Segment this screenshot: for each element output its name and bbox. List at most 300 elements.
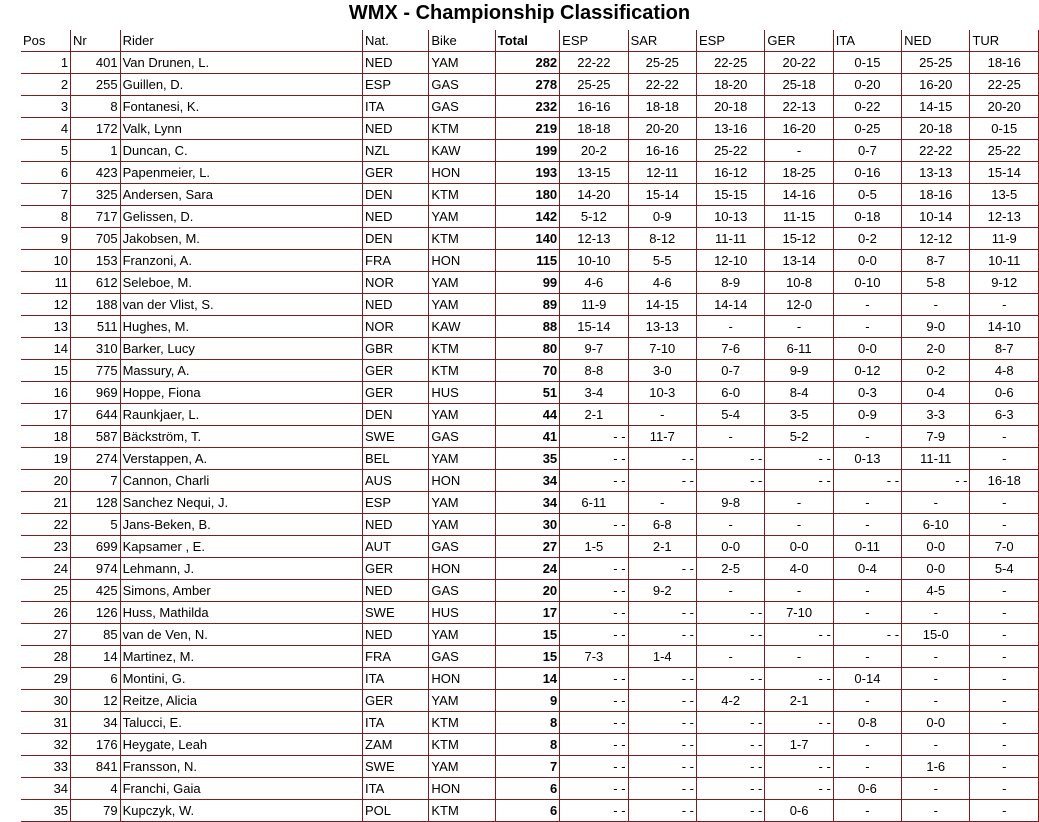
- cell-total: 99: [495, 272, 559, 294]
- cell-r2-sar: 0-9: [628, 206, 696, 228]
- cell-bike: KAW: [429, 140, 495, 162]
- cell-rider: Barker, Lucy: [120, 338, 362, 360]
- cell-total: 20: [495, 580, 559, 602]
- cell-r3-esp: -: [696, 646, 764, 668]
- cell-r1-esp: 20-2: [560, 140, 628, 162]
- cell-rider: Reitze, Alicia: [120, 690, 362, 712]
- cell-nr: 34: [71, 712, 121, 734]
- cell-nat: GER: [363, 690, 429, 712]
- cell-nat: GER: [363, 162, 429, 184]
- cell-r6-ned: -: [902, 294, 970, 316]
- cell-r1-esp: 22-22: [560, 52, 628, 74]
- cell-r4-ger: 14-16: [765, 184, 833, 206]
- column-header-rider: Rider: [120, 30, 362, 52]
- cell-r2-sar: - -: [628, 624, 696, 646]
- cell-rider: Jakobsen, M.: [120, 228, 362, 250]
- cell-r3-esp: - -: [696, 470, 764, 492]
- cell-bike: YAM: [429, 448, 495, 470]
- cell-r4-ger: -: [765, 140, 833, 162]
- cell-bike: KTM: [429, 338, 495, 360]
- cell-nr: 6: [71, 668, 121, 690]
- cell-total: 70: [495, 360, 559, 382]
- cell-total: 9: [495, 690, 559, 712]
- cell-bike: KTM: [429, 118, 495, 140]
- cell-r1-esp: - -: [560, 448, 628, 470]
- cell-total: 142: [495, 206, 559, 228]
- cell-r5-ita: 0-5: [833, 184, 901, 206]
- cell-r1-esp: 15-14: [560, 316, 628, 338]
- cell-bike: HUS: [429, 602, 495, 624]
- cell-r6-ned: -: [902, 602, 970, 624]
- cell-total: 219: [495, 118, 559, 140]
- cell-r4-ger: 20-22: [765, 52, 833, 74]
- cell-r7-tur: -: [970, 448, 1039, 470]
- cell-r3-esp: - -: [696, 800, 764, 822]
- cell-nr: 325: [71, 184, 121, 206]
- cell-bike: YAM: [429, 492, 495, 514]
- cell-pos: 18: [21, 426, 71, 448]
- cell-r3-esp: 15-15: [696, 184, 764, 206]
- column-header-total: Total: [495, 30, 559, 52]
- cell-r1-esp: - -: [560, 624, 628, 646]
- cell-r4-ger: 1-7: [765, 734, 833, 756]
- cell-total: 35: [495, 448, 559, 470]
- cell-r2-sar: - -: [628, 800, 696, 822]
- cell-total: 15: [495, 646, 559, 668]
- cell-r3-esp: 16-12: [696, 162, 764, 184]
- cell-rider: Guillen, D.: [120, 74, 362, 96]
- cell-nr: 511: [71, 316, 121, 338]
- cell-pos: 32: [21, 734, 71, 756]
- cell-nat: NED: [363, 52, 429, 74]
- cell-r3-esp: 20-18: [696, 96, 764, 118]
- cell-r7-tur: -: [970, 668, 1039, 690]
- cell-r5-ita: 0-0: [833, 338, 901, 360]
- cell-pos: 34: [21, 778, 71, 800]
- cell-r1-esp: 5-12: [560, 206, 628, 228]
- cell-pos: 27: [21, 624, 71, 646]
- cell-r2-sar: 20-20: [628, 118, 696, 140]
- cell-total: 14: [495, 668, 559, 690]
- cell-r3-esp: 6-0: [696, 382, 764, 404]
- cell-r1-esp: - -: [560, 602, 628, 624]
- cell-r5-ita: -: [833, 756, 901, 778]
- table-row: [21, 294, 1039, 316]
- cell-r2-sar: 4-6: [628, 272, 696, 294]
- cell-r1-esp: - -: [560, 470, 628, 492]
- cell-r6-ned: 12-12: [902, 228, 970, 250]
- cell-total: 89: [495, 294, 559, 316]
- cell-r4-ger: 15-12: [765, 228, 833, 250]
- cell-r7-tur: -: [970, 580, 1039, 602]
- cell-r2-sar: 5-5: [628, 250, 696, 272]
- cell-pos: 25: [21, 580, 71, 602]
- table-row: [21, 448, 1039, 470]
- cell-rider: Montini, G.: [120, 668, 362, 690]
- cell-r2-sar: 2-1: [628, 536, 696, 558]
- cell-nr: 172: [71, 118, 121, 140]
- cell-pos: 7: [21, 184, 71, 206]
- table-row: [21, 800, 1039, 822]
- cell-r5-ita: 0-20: [833, 74, 901, 96]
- cell-nat: GER: [363, 558, 429, 580]
- cell-r6-ned: - -: [902, 470, 970, 492]
- cell-total: 140: [495, 228, 559, 250]
- cell-r2-sar: 6-8: [628, 514, 696, 536]
- cell-nat: ZAM: [363, 734, 429, 756]
- cell-r3-esp: 22-25: [696, 52, 764, 74]
- cell-pos: 9: [21, 228, 71, 250]
- cell-r5-ita: 0-3: [833, 382, 901, 404]
- cell-r4-ger: -: [765, 646, 833, 668]
- cell-r1-esp: - -: [560, 778, 628, 800]
- cell-total: 8: [495, 734, 559, 756]
- cell-r6-ned: 3-3: [902, 404, 970, 426]
- cell-r2-sar: 9-2: [628, 580, 696, 602]
- cell-r4-ger: 7-10: [765, 602, 833, 624]
- table-row: [21, 580, 1039, 602]
- cell-r7-tur: -: [970, 492, 1039, 514]
- header-row: [21, 30, 1039, 52]
- cell-total: 6: [495, 778, 559, 800]
- cell-r6-ned: 18-16: [902, 184, 970, 206]
- cell-r4-ger: 8-4: [765, 382, 833, 404]
- cell-r3-esp: 12-10: [696, 250, 764, 272]
- cell-r7-tur: 0-15: [970, 118, 1039, 140]
- cell-rider: Cannon, Charli: [120, 470, 362, 492]
- cell-r7-tur: 12-13: [970, 206, 1039, 228]
- cell-bike: KTM: [429, 228, 495, 250]
- cell-r5-ita: 0-4: [833, 558, 901, 580]
- cell-pos: 5: [21, 140, 71, 162]
- cell-r7-tur: 18-16: [970, 52, 1039, 74]
- cell-nat: NED: [363, 580, 429, 602]
- cell-r4-ger: - -: [765, 712, 833, 734]
- table-row: [21, 250, 1039, 272]
- cell-r1-esp: - -: [560, 800, 628, 822]
- cell-r4-ger: -: [765, 514, 833, 536]
- cell-r3-esp: 14-14: [696, 294, 764, 316]
- cell-rider: Massury, A.: [120, 360, 362, 382]
- cell-total: 34: [495, 492, 559, 514]
- cell-bike: HON: [429, 668, 495, 690]
- cell-nr: 644: [71, 404, 121, 426]
- cell-nr: 969: [71, 382, 121, 404]
- cell-pos: 21: [21, 492, 71, 514]
- cell-rider: van der Vlist, S.: [120, 294, 362, 316]
- cell-pos: 16: [21, 382, 71, 404]
- cell-nr: 775: [71, 360, 121, 382]
- cell-r5-ita: 0-18: [833, 206, 901, 228]
- cell-r5-ita: 0-12: [833, 360, 901, 382]
- cell-r7-tur: -: [970, 646, 1039, 668]
- cell-nat: AUS: [363, 470, 429, 492]
- cell-rider: Valk, Lynn: [120, 118, 362, 140]
- cell-bike: KTM: [429, 800, 495, 822]
- cell-r2-sar: 3-0: [628, 360, 696, 382]
- cell-r6-ned: 0-0: [902, 712, 970, 734]
- cell-nr: 12: [71, 690, 121, 712]
- cell-nr: 705: [71, 228, 121, 250]
- cell-nr: 401: [71, 52, 121, 74]
- cell-rider: Franchi, Gaia: [120, 778, 362, 800]
- cell-total: 6: [495, 800, 559, 822]
- cell-bike: HON: [429, 558, 495, 580]
- cell-bike: KTM: [429, 360, 495, 382]
- cell-r3-esp: - -: [696, 734, 764, 756]
- cell-total: 88: [495, 316, 559, 338]
- cell-r4-ger: 0-0: [765, 536, 833, 558]
- cell-r2-sar: - -: [628, 712, 696, 734]
- cell-nat: SWE: [363, 426, 429, 448]
- cell-rider: Simons, Amber: [120, 580, 362, 602]
- cell-r7-tur: -: [970, 756, 1039, 778]
- cell-r1-esp: 7-3: [560, 646, 628, 668]
- cell-pos: 6: [21, 162, 71, 184]
- cell-r7-tur: 14-10: [970, 316, 1039, 338]
- cell-r1-esp: 9-7: [560, 338, 628, 360]
- cell-rider: Seleboe, M.: [120, 272, 362, 294]
- table-row: [21, 206, 1039, 228]
- cell-r7-tur: 10-11: [970, 250, 1039, 272]
- cell-nat: NOR: [363, 316, 429, 338]
- cell-r6-ned: 4-5: [902, 580, 970, 602]
- cell-r2-sar: 7-10: [628, 338, 696, 360]
- table-row: [21, 74, 1039, 96]
- cell-pos: 30: [21, 690, 71, 712]
- cell-pos: 19: [21, 448, 71, 470]
- cell-bike: GAS: [429, 74, 495, 96]
- table-row: [21, 184, 1039, 206]
- cell-rider: Jans-Beken, B.: [120, 514, 362, 536]
- cell-r7-tur: -: [970, 778, 1039, 800]
- cell-bike: GAS: [429, 96, 495, 118]
- cell-nr: 85: [71, 624, 121, 646]
- cell-bike: YAM: [429, 294, 495, 316]
- cell-r2-sar: 16-16: [628, 140, 696, 162]
- cell-total: 41: [495, 426, 559, 448]
- cell-rider: Van Drunen, L.: [120, 52, 362, 74]
- cell-r3-esp: 9-8: [696, 492, 764, 514]
- table-row: [21, 272, 1039, 294]
- cell-nat: NZL: [363, 140, 429, 162]
- cell-nat: AUT: [363, 536, 429, 558]
- cell-r5-ita: 0-10: [833, 272, 901, 294]
- cell-nat: GBR: [363, 338, 429, 360]
- cell-r5-ita: 0-14: [833, 668, 901, 690]
- column-header-r5-ita: ITA: [833, 30, 901, 52]
- table-row: [21, 228, 1039, 250]
- table-row: [21, 404, 1039, 426]
- table-row: [21, 712, 1039, 734]
- cell-r5-ita: -: [833, 294, 901, 316]
- cell-r2-sar: 11-7: [628, 426, 696, 448]
- cell-pos: 22: [21, 514, 71, 536]
- column-header-nat: Nat.: [363, 30, 429, 52]
- cell-r1-esp: 25-25: [560, 74, 628, 96]
- cell-r7-tur: 7-0: [970, 536, 1039, 558]
- cell-nr: 425: [71, 580, 121, 602]
- cell-nr: 128: [71, 492, 121, 514]
- cell-r1-esp: 2-1: [560, 404, 628, 426]
- cell-r3-esp: 10-13: [696, 206, 764, 228]
- cell-r1-esp: - -: [560, 580, 628, 602]
- cell-r6-ned: 15-0: [902, 624, 970, 646]
- cell-pos: 11: [21, 272, 71, 294]
- cell-r1-esp: 13-15: [560, 162, 628, 184]
- cell-r5-ita: 0-0: [833, 250, 901, 272]
- cell-total: 44: [495, 404, 559, 426]
- cell-r5-ita: 0-16: [833, 162, 901, 184]
- cell-bike: YAM: [429, 756, 495, 778]
- cell-nr: 274: [71, 448, 121, 470]
- cell-nr: 1: [71, 140, 121, 162]
- cell-r1-esp: - -: [560, 426, 628, 448]
- cell-r4-ger: 0-6: [765, 800, 833, 822]
- cell-pos: 4: [21, 118, 71, 140]
- cell-r2-sar: 8-12: [628, 228, 696, 250]
- cell-rider: Hoppe, Fiona: [120, 382, 362, 404]
- cell-r5-ita: -: [833, 492, 901, 514]
- cell-r2-sar: 10-3: [628, 382, 696, 404]
- table-row: [21, 558, 1039, 580]
- cell-nat: DEN: [363, 228, 429, 250]
- cell-pos: 14: [21, 338, 71, 360]
- cell-r6-ned: -: [902, 668, 970, 690]
- cell-bike: HON: [429, 778, 495, 800]
- cell-r3-esp: 2-5: [696, 558, 764, 580]
- cell-r4-ger: 25-18: [765, 74, 833, 96]
- cell-nat: ITA: [363, 96, 429, 118]
- cell-nr: 4: [71, 778, 121, 800]
- cell-r2-sar: 14-15: [628, 294, 696, 316]
- cell-r7-tur: 15-14: [970, 162, 1039, 184]
- cell-r3-esp: -: [696, 426, 764, 448]
- cell-r4-ger: 9-9: [765, 360, 833, 382]
- cell-pos: 24: [21, 558, 71, 580]
- cell-nr: 14: [71, 646, 121, 668]
- cell-bike: YAM: [429, 514, 495, 536]
- cell-total: 282: [495, 52, 559, 74]
- column-header-r2-sar: SAR: [628, 30, 696, 52]
- cell-r5-ita: -: [833, 316, 901, 338]
- cell-r6-ned: 16-20: [902, 74, 970, 96]
- cell-r4-ger: 22-13: [765, 96, 833, 118]
- table-row: [21, 382, 1039, 404]
- cell-r5-ita: 0-11: [833, 536, 901, 558]
- cell-r5-ita: -: [833, 800, 901, 822]
- cell-bike: KTM: [429, 734, 495, 756]
- cell-r2-sar: - -: [628, 668, 696, 690]
- cell-r7-tur: 4-8: [970, 360, 1039, 382]
- cell-bike: YAM: [429, 690, 495, 712]
- cell-nr: 188: [71, 294, 121, 316]
- cell-rider: Verstappen, A.: [120, 448, 362, 470]
- cell-bike: KTM: [429, 184, 495, 206]
- cell-nr: 7: [71, 470, 121, 492]
- table-row: [21, 96, 1039, 118]
- cell-r6-ned: 7-9: [902, 426, 970, 448]
- cell-pos: 12: [21, 294, 71, 316]
- cell-r4-ger: 3-5: [765, 404, 833, 426]
- cell-rider: Duncan, C.: [120, 140, 362, 162]
- cell-r2-sar: -: [628, 492, 696, 514]
- cell-r7-tur: 9-12: [970, 272, 1039, 294]
- table-row: [21, 338, 1039, 360]
- cell-bike: KTM: [429, 712, 495, 734]
- cell-pos: 3: [21, 96, 71, 118]
- cell-r7-tur: -: [970, 800, 1039, 822]
- cell-r6-ned: 10-14: [902, 206, 970, 228]
- cell-r7-tur: -: [970, 734, 1039, 756]
- cell-r4-ger: - -: [765, 668, 833, 690]
- cell-bike: YAM: [429, 206, 495, 228]
- cell-r7-tur: -: [970, 690, 1039, 712]
- table-row: [21, 734, 1039, 756]
- cell-r6-ned: 20-18: [902, 118, 970, 140]
- cell-r2-sar: - -: [628, 558, 696, 580]
- cell-r1-esp: - -: [560, 734, 628, 756]
- cell-r3-esp: 13-16: [696, 118, 764, 140]
- cell-r1-esp: - -: [560, 690, 628, 712]
- cell-r2-sar: 1-4: [628, 646, 696, 668]
- cell-r1-esp: - -: [560, 514, 628, 536]
- cell-r6-ned: -: [902, 690, 970, 712]
- cell-r4-ger: -: [765, 316, 833, 338]
- cell-bike: GAS: [429, 580, 495, 602]
- cell-total: 8: [495, 712, 559, 734]
- cell-r2-sar: 12-11: [628, 162, 696, 184]
- cell-pos: 28: [21, 646, 71, 668]
- column-header-r6-ned: NED: [902, 30, 970, 52]
- cell-r6-ned: -: [902, 778, 970, 800]
- cell-r7-tur: -: [970, 602, 1039, 624]
- cell-r3-esp: 0-0: [696, 536, 764, 558]
- cell-nr: 310: [71, 338, 121, 360]
- cell-nat: DEN: [363, 184, 429, 206]
- cell-nat: BEL: [363, 448, 429, 470]
- cell-r7-tur: -: [970, 514, 1039, 536]
- cell-nat: DEN: [363, 404, 429, 426]
- cell-r2-sar: - -: [628, 690, 696, 712]
- cell-nat: POL: [363, 800, 429, 822]
- cell-r5-ita: 0-15: [833, 52, 901, 74]
- cell-r1-esp: 8-8: [560, 360, 628, 382]
- cell-nat: FRA: [363, 250, 429, 272]
- cell-pos: 35: [21, 800, 71, 822]
- cell-r6-ned: 14-15: [902, 96, 970, 118]
- cell-r4-ger: - -: [765, 470, 833, 492]
- cell-bike: GAS: [429, 536, 495, 558]
- cell-r4-ger: 6-11: [765, 338, 833, 360]
- cell-r2-sar: 18-18: [628, 96, 696, 118]
- cell-total: 7: [495, 756, 559, 778]
- cell-r3-esp: 4-2: [696, 690, 764, 712]
- cell-rider: Hughes, M.: [120, 316, 362, 338]
- cell-rider: Papenmeier, L.: [120, 162, 362, 184]
- cell-r7-tur: 20-20: [970, 96, 1039, 118]
- cell-total: 115: [495, 250, 559, 272]
- cell-r1-esp: 10-10: [560, 250, 628, 272]
- cell-r4-ger: 18-25: [765, 162, 833, 184]
- table-row: [21, 360, 1039, 382]
- cell-r1-esp: - -: [560, 756, 628, 778]
- cell-pos: 15: [21, 360, 71, 382]
- cell-r4-ger: 4-0: [765, 558, 833, 580]
- cell-total: 51: [495, 382, 559, 404]
- cell-r7-tur: 13-5: [970, 184, 1039, 206]
- cell-r3-esp: -: [696, 316, 764, 338]
